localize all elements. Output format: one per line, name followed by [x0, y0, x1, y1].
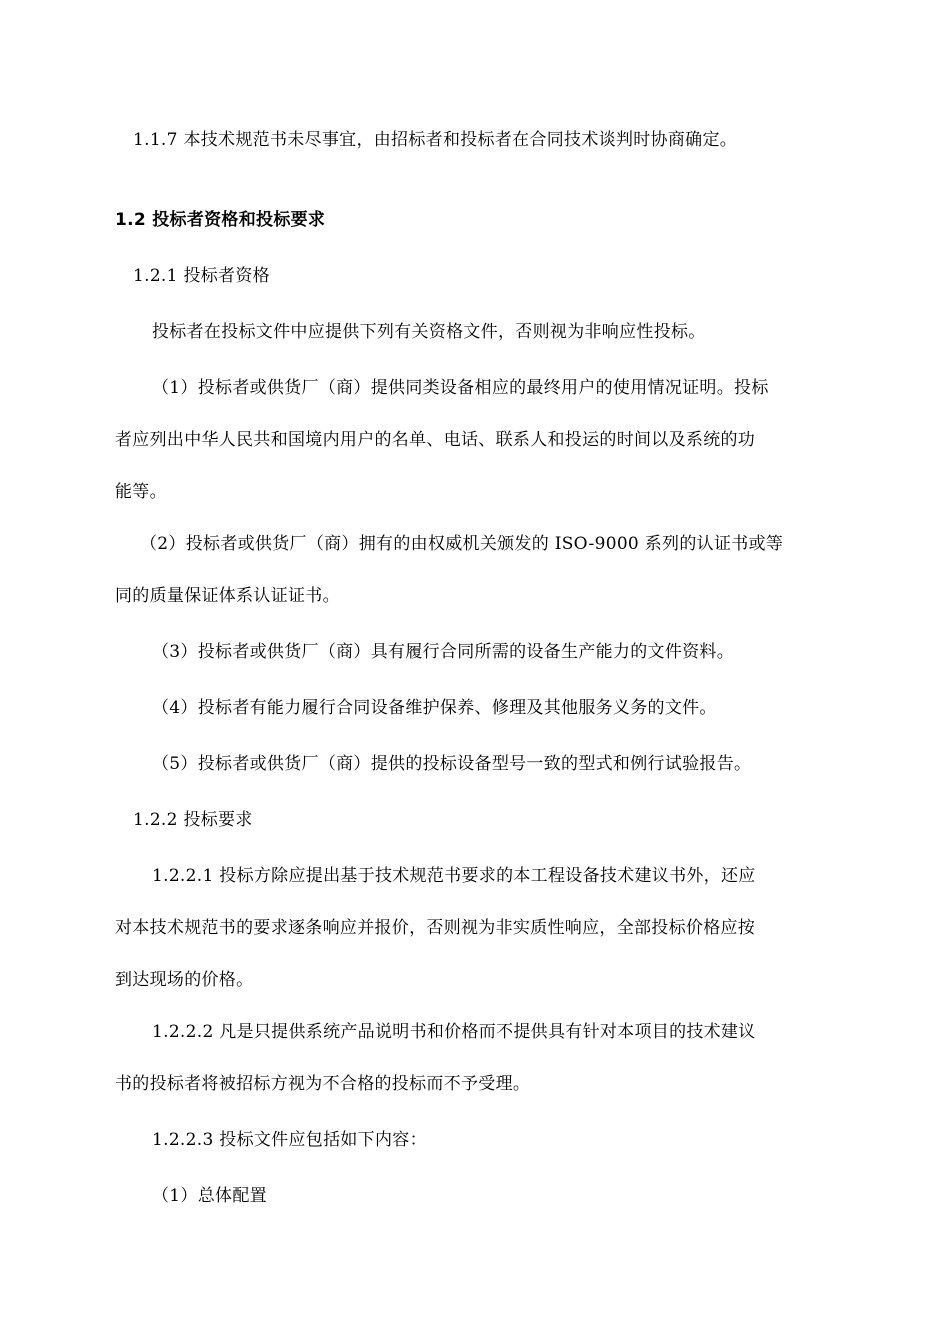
paragraph-1-2-2-1-line-2: 对本技术规范书的要求逐条响应并报价，否则视为非实质性响应，全部投标价格应按	[115, 918, 756, 938]
list-item-1-line-3: 能等。	[115, 482, 167, 502]
paragraph-1-2-2-3: 1.2.2.3 投标文件应包括如下内容：	[152, 1130, 427, 1150]
list-item-4: （4）投标者有能力履行合同设备维护保养、修理及其他服务义务的文件。	[152, 698, 717, 718]
list-item-2-line-2: 同的质量保证体系认证证书。	[115, 586, 340, 606]
subsection-heading-1-2-1: 1.2.1 投标者资格	[133, 266, 270, 286]
list-item-2-line-1: （2）投标者或供货厂（商）拥有的由权威机关颁发的 ISO-9000 系列的认证书或等	[140, 534, 784, 554]
paragraph-1-2-2-1-line-3: 到达现场的价格。	[115, 970, 254, 990]
paragraph-1-2-2-2-line-1: 1.2.2.2 凡是只提供系统产品说明书和价格而不提供具有针对本项目的技术建议	[152, 1022, 756, 1042]
list-item-overall-configuration: （1）总体配置	[152, 1186, 267, 1206]
paragraph-1-1-7: 1.1.7 本技术规范书未尽事宜，由招标者和投标者在合同技术谈判时协商确定。	[133, 130, 738, 150]
list-item-5: （5）投标者或供货厂（商）提供的投标设备型号一致的型式和例行试验报告。	[152, 754, 752, 774]
subsection-heading-1-2-2: 1.2.2 投标要求	[133, 810, 253, 830]
paragraph-1-2-2-1-line-1: 1.2.2.1 投标方除应提出基于技术规范书要求的本工程设备技术建议书外，还应	[152, 866, 756, 886]
section-heading-1-2: 1.2 投标者资格和投标要求	[115, 210, 326, 230]
list-item-1-line-1: （1）投标者或供货厂（商）提供同类设备相应的最终用户的使用情况证明。投标	[152, 378, 769, 398]
paragraph-1-2-2-2-line-2: 书的投标者将被招标方视为不合格的投标而不予受理。	[115, 1074, 531, 1094]
list-item-1-line-2: 者应列出中华人民共和国境内用户的名单、电话、联系人和投运的时间以及系统的功	[115, 430, 756, 450]
list-item-3: （3）投标者或供货厂（商）具有履行合同所需的设备生产能力的文件资料。	[152, 642, 735, 662]
paragraph-qualification-intro: 投标者在投标文件中应提供下列有关资格文件，否则视为非响应性投标。	[152, 322, 706, 342]
